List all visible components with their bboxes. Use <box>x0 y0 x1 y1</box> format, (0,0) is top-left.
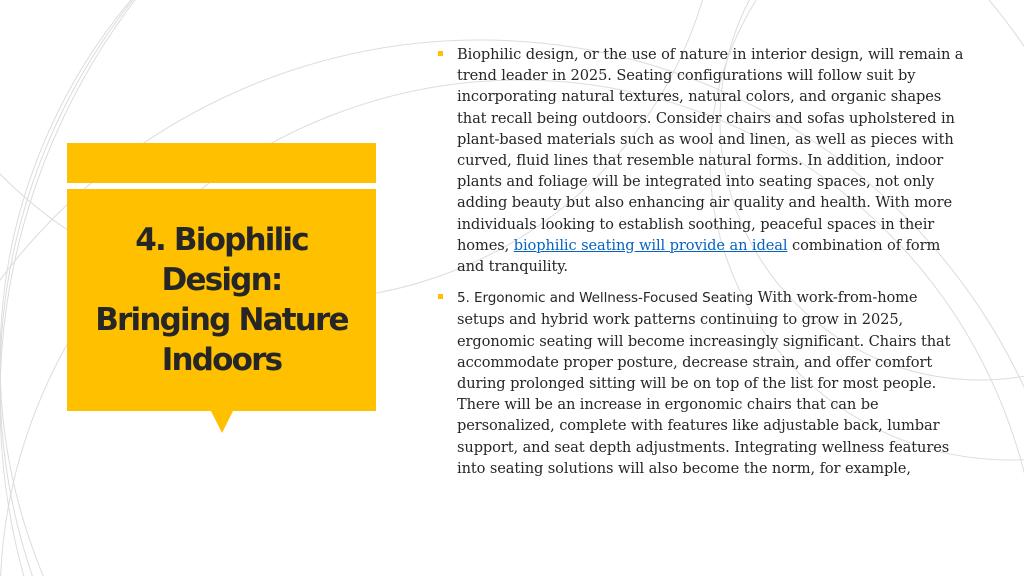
bullet-biophilic <box>436 44 966 277</box>
slide-title: 4. Biophilic Design: Bringing Nature Indoors <box>95 222 348 378</box>
bullet-square-icon <box>438 51 443 56</box>
bullet-biophilic-text-end: combination of form and tranquility. <box>457 236 941 276</box>
content-area <box>436 44 966 489</box>
bullet-ergonomic <box>436 287 966 479</box>
bullet-ergonomic-heading: 5. Ergonomic and Wellness-Focused Seating <box>457 290 754 307</box>
title-accent-bar <box>67 143 376 183</box>
bullet-ergonomic-text: With work-from-home setups and hybrid work patterns continuing to grow in 2025, ergonomic seating will become increasingly significant. Chairs that accommodate proper posture, decrease strain, and offer comfort during prolonged sitting will be on top of the list for most people. There will be an increase in ergonomic chairs that can be personalized, complete with features like adjustable back, lumbar support, and seat depth adjustments. Integrating wellness features into seating solutions will also become the norm, for example, <box>457 289 951 477</box>
title-pointer <box>211 411 233 433</box>
title-box <box>67 189 376 411</box>
biophilic-seating-link[interactable]: biophilic seating will provide an ideal <box>513 236 788 254</box>
bullet-square-icon <box>438 294 443 299</box>
bullet-biophilic-text: Biophilic design, or the use of nature in interior design, will remain a trend leader in 2025. Seating configurations will follow suit by incorporating natural textures, natural colors, and organic shapes that recall being outdoors. Consider chairs and sofas upholstered in plant-based materials such as wool and linen, as well as pieces with curved, fluid lines that resemble natural forms. In addition, indoor plants and foliage will be integrated into seating spaces, not only adding beauty but also enhancing air quality and health. With more individuals looking to establish soothing, peaceful spaces in their homes, <box>457 46 964 254</box>
